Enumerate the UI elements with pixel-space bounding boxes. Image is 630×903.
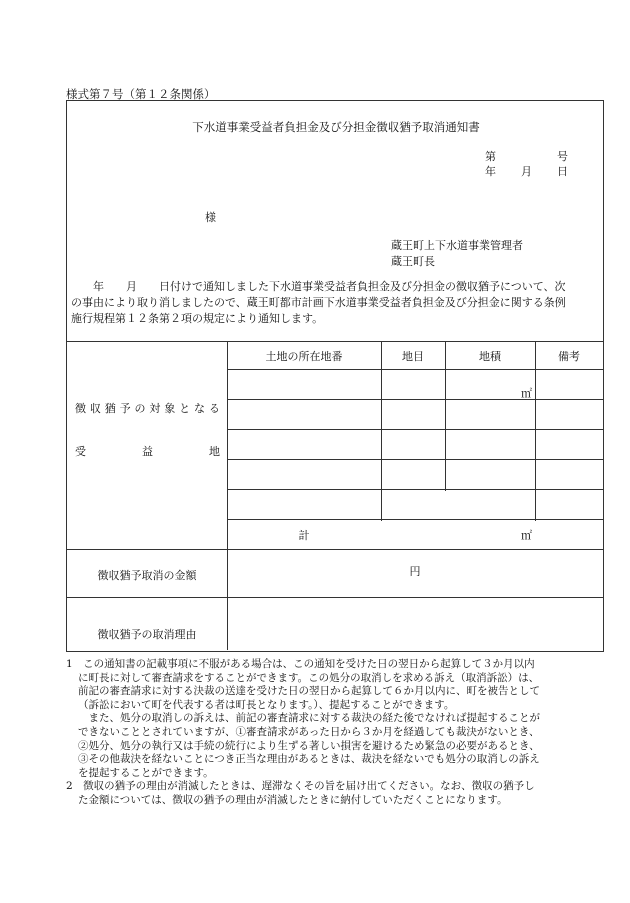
row-border-5 <box>227 489 603 490</box>
row-border-6 <box>227 519 603 520</box>
row-border-total <box>67 549 603 550</box>
note-2-line-1: 2 徴収の猶予の理由が消滅したときは、遅滞なくその旨を届け出てください。なお、徴収の猶予し <box>66 780 535 793</box>
number-label: 第 <box>485 150 496 163</box>
note-1-line-8: ③その他裁決を経ないことにつき正当な理由があるときは、裁決を経ないでも処分の取消しの訴え <box>78 753 540 766</box>
reason-label: 徴収猶予の取消理由 <box>97 628 197 641</box>
date-month: 月 <box>521 165 532 178</box>
row-border-3 <box>227 429 603 430</box>
note-1-line-1: 1 この通知書の記載事項に不服がある場合は、この通知を受けた日の翌日から起算して３か月以内 <box>66 658 535 670</box>
header-location: 土地の所在地番 <box>265 350 343 363</box>
total-area-unit: ㎡ <box>521 529 532 542</box>
body-line-1: 年 月 日付けで通知しました下水道事業受益者負担金及び分担金の徴収猶予について、次 <box>71 280 566 293</box>
body-line-3: 施行規程第１２条第２項の規定により通知します。 <box>71 312 324 325</box>
row-border-4 <box>227 459 603 460</box>
header-remarks: 備考 <box>558 350 580 363</box>
total-label: 計 <box>298 529 310 542</box>
notes-section <box>66 658 606 808</box>
note-1-line-2: に町長に対して審査請求をすることができます。この処分の取消しを求める訴え（取消訴訟）は、 <box>78 671 540 684</box>
body-line-2: の事由により取り消しましたので、蔵王町都市計画下水道事業受益者負担金及び分担金に関する条例 <box>71 296 566 309</box>
row-border-1 <box>227 369 603 370</box>
date-day: 日 <box>557 165 568 178</box>
form-label: 様式第７号（第１２条関係） <box>66 87 216 101</box>
note-2-line-2: た金額については、徴収の猶予の理由が消滅したときに納付していただくことになります。 <box>78 793 508 806</box>
row-border-2 <box>227 399 603 400</box>
header-land-category: 地目 <box>402 350 424 363</box>
note-1-line-5: また、処分の取消しの訴えは、前記の審査請求に対する裁決の経た後でなければ提起することが <box>78 712 540 725</box>
note-1-line-3: 前記の審査請求に対する決裁の送達を受けた日の翌日から起算して６か月以内に、町を被告として <box>78 685 540 698</box>
target-land-label-line2: 受 益 地 <box>75 445 220 458</box>
number-suffix: 号 <box>557 150 568 163</box>
form-title: 下水道事業受益者負担金及び分担金徴収猶予取消通知書 <box>192 120 480 134</box>
note-1-line-4: （訴訟において町を代表する者は町長となります。）、提起することができます。 <box>78 698 455 711</box>
col-border-1 <box>381 341 382 521</box>
amount-unit: 円 <box>409 565 421 578</box>
table-top-border <box>67 341 603 342</box>
issuer-line2: 蔵王町長 <box>391 255 435 268</box>
col-border-3 <box>535 341 536 521</box>
amount-label: 徴収猶予取消の金額 <box>97 569 197 582</box>
area-unit-row1: ㎡ <box>521 387 532 400</box>
date-year: 年 <box>485 165 496 178</box>
note-1-line-9: を提起することができます。 <box>78 766 214 779</box>
note-1-line-7: ②処分、処分の執行又は手続の続行により生ずる著しい損害を避けるため緊急の必要があるとき、 <box>78 739 540 752</box>
notice-form <box>66 100 604 652</box>
row-border-amount <box>67 597 603 598</box>
target-land-label-line1: 徴 収 猶 予 の 対 象 と な る <box>75 402 220 415</box>
header-area: 地積 <box>479 350 501 363</box>
label-column-border <box>227 341 228 650</box>
addressee-suffix: 様 <box>205 211 216 224</box>
issuer-line1: 蔵王町上下水道事業管理者 <box>391 239 523 252</box>
note-1-line-6: できないこととされていますが、①審査請求があった日から３か月を経過しても裁決がないとき、 <box>78 725 540 738</box>
